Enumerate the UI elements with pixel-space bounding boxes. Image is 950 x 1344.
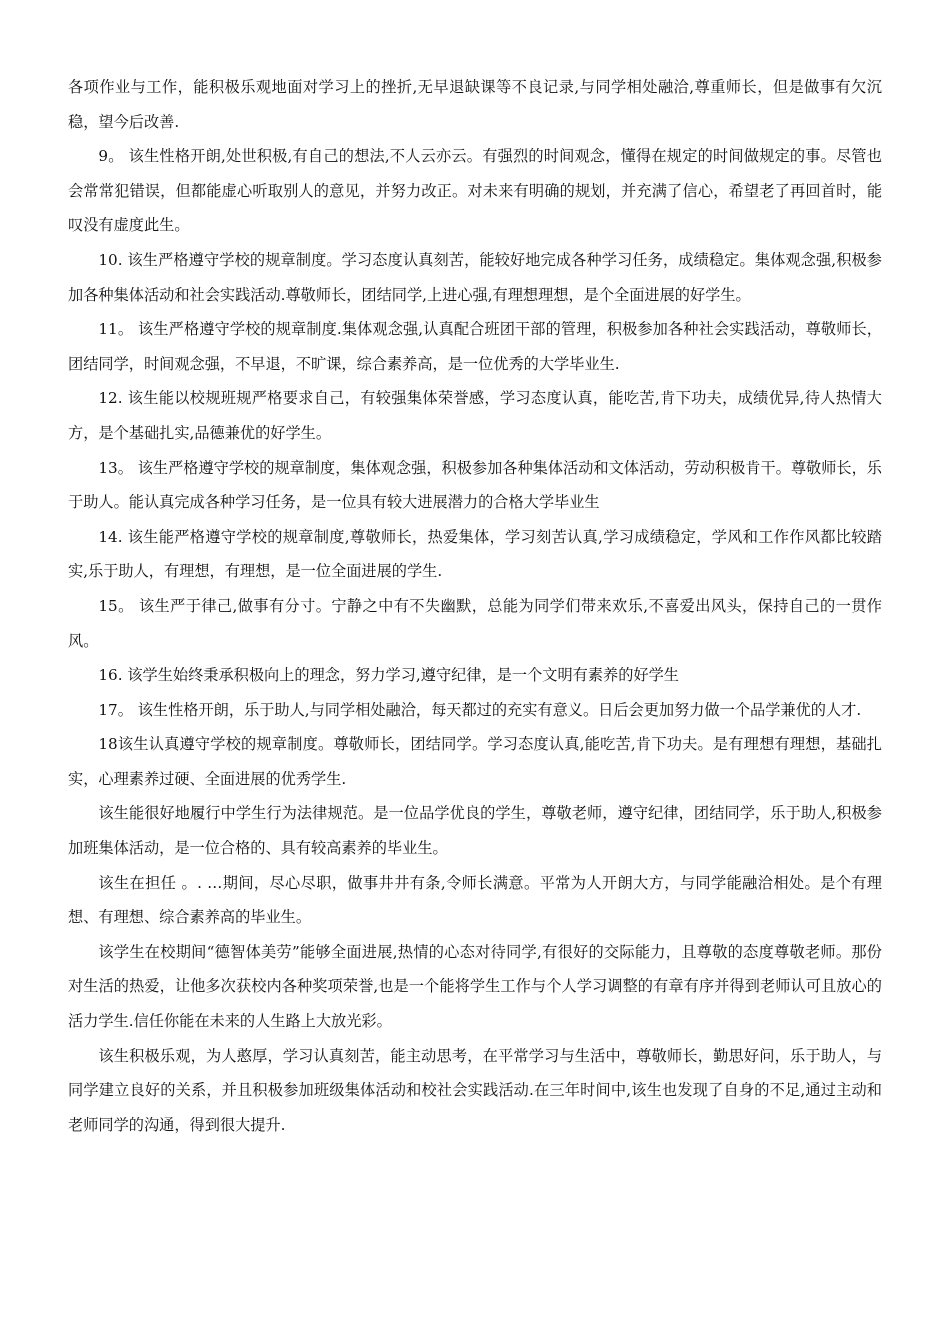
paragraph-9: 9。 该生性格开朗,处世积极,有自己的想法,不人云亦云。有强烈的时间观念，懂得在规定的时间做规定的事。尽管也会常常犯错误，但都能虚心听取别人的意见，并努力改正。对未来有明确的规划，并充满了信心，希望老了再回首时，能叹没有虚度此生。 [68, 147, 882, 235]
paragraph-13: 13。 该生严格遵守学校的规章制度，集体观念强，积极参加各种集体活动和文体活动，劳动积极肯干。尊敬师长，乐于助人。能认真完成各种学习任务，是一位具有较大进展潜力的合格大学毕业生 [68, 458, 882, 512]
paragraph-15: 15。 该生严于律己,做事有分寸。宁静之中有不失幽默，总能为同学们带来欢乐,不喜爱出风头，保持自己的一贯作风。 [68, 596, 882, 650]
paragraph-continued: 各项作业与工作，能积极乐观地面对学习上的挫折,无早退缺课等不良记录,与同学相处融洽,尊重师长，但是做事有欠沉稳，望今后改善. [68, 78, 882, 131]
paragraph-17: 17。 该生性格开朗，乐于助人,与同学相处融洽，每天都过的充实有意义。日后会更加努力做一个品学兼优的人才. [98, 700, 862, 719]
paragraph-14: 14. 该生能严格遵守学校的规章制度,尊敬师长，热爱集体，学习刻苦认真,学习成绩稳定，学风和工作作风都比较踏实,乐于助人，有理想，有理想，是一位全面进展的学生. [68, 527, 882, 581]
paragraph-conduct: 该生能很好地履行中学生行为法律规范。是一位品学优良的学生，尊敬老师，遵守纪律，团结同学，乐于助人,积极参加班集体活动，是一位合格的、具有较高素养的毕业生。 [68, 804, 882, 858]
document-body [68, 70, 882, 1142]
paragraph-optimistic: 该生积极乐观，为人憨厚，学习认真刻苦，能主动思考，在平常学习与生活中，尊敬师长，勤思好问，乐于助人，与同学建立良好的关系，并且积极参加班级集体活动和校社会实践活动.在三年时间中,该生也发现了自身的不足,通过主动和老师同学的沟通，得到很大提升. [68, 1046, 882, 1134]
paragraph-18: 18该生认真遵守学校的规章制度。尊敬师长，团结同学。学习态度认真,能吃苦,肯下功夫。是有理想有理想，基础扎实，心理素养过硬、全面进展的优秀学生. [68, 735, 882, 788]
paragraph-duty: 该生在担任 。. …期间，尽心尽职，做事井井有条,令师长满意。平常为人开朗大方，与同学能融洽相处。是个有理想、有理想、综合素养高的毕业生。 [68, 873, 882, 927]
paragraph-16: 16. 该学生始终秉承积极向上的理念，努力学习,遵守纪律，是一个文明有素养的好学生 [98, 666, 679, 685]
paragraph-10: 10. 该生严格遵守学校的规章制度。学习态度认真刻苦，能较好地完成各种学习任务，成绩稳定。集体观念强,积极参加各种集体活动和社会实践活动.尊敬师长，团结同学,上进心强,有理想理想，是个全面进展的好学生。 [68, 250, 882, 304]
paragraph-12: 12. 该生能以校规班规严格要求自己，有较强集体荣誉感，学习态度认真，能吃苦,肯下功夫，成绩优异,待人热情大方，是个基础扎实,品德兼优的好学生。 [68, 389, 882, 442]
paragraph-all-round: 该学生在校期间“德智体美劳”能够全面进展,热情的心态对待同学,有很好的交际能力，且尊敬的态度尊敬老师。那份对生活的热爱，让他多次获校内各种奖项荣誉,也是一个能将学生工作与个人学习调整的有章有序并得到老师认可且放心的活力学生.信任你能在未来的人生路上大放光彩。 [68, 942, 882, 1031]
paragraph-11: 11。 该生严格遵守学校的规章制度.集体观念强,认真配合班团干部的管理，积极参加各种社会实践活动，尊敬师长，团结同学，时间观念强，不早退，不旷课，综合素养高，是一位优秀的大学毕业生. [68, 320, 882, 373]
